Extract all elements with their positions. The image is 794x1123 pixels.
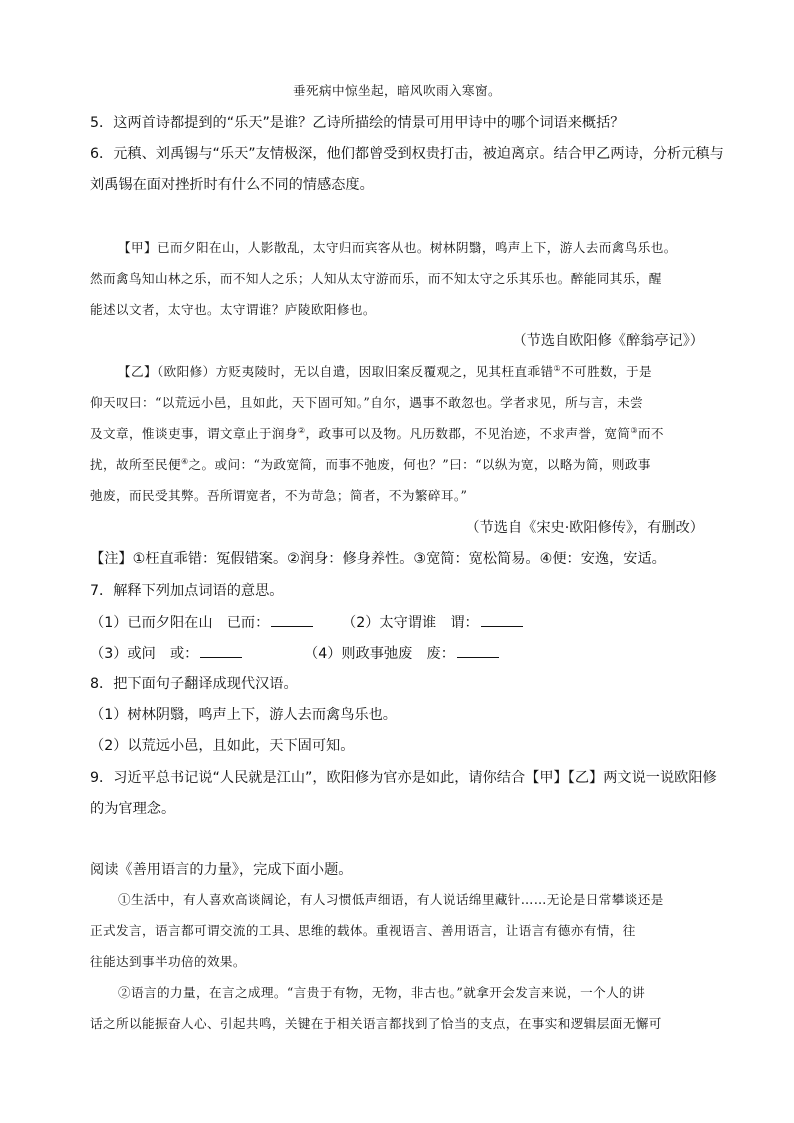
note-marker-1: ① xyxy=(553,364,562,373)
question-7-item-3 xyxy=(90,645,242,663)
passage-yi-line-4 xyxy=(90,457,651,472)
question-9-line-2: 的为官理念。 xyxy=(90,801,176,817)
annotation-note: 【注】①枉直乖错：冤假错案。②润身：修身养性。③宽简：宽松简易。④便：安逸，安适。 xyxy=(90,551,666,567)
passage-jia-source: （节选自欧阳修《醉翁亭记》） xyxy=(512,333,704,349)
question-5: 5．这两首诗都提到的“乐天”是谁？乙诗所描绘的情景可用甲诗中的哪个词语来概括？ xyxy=(90,115,625,131)
passage-yi-line-1a: 【乙】（欧阳修）方贬夷陵时，无以自遣，因取旧案反覆观之，见其枉直乖错 xyxy=(118,364,554,380)
passage-yi-line-3c: 而不 xyxy=(637,426,664,442)
note-marker-3: ③ xyxy=(630,426,638,435)
note-marker-2: ② xyxy=(297,426,306,435)
passage-yi-line-1 xyxy=(118,364,652,379)
passage-jia-line-1: 【甲】已而夕阳在山，人影散乱，太守归而宾客从也。树林阴翳，鸣声上下，游人去而禽鸟乐也。 xyxy=(118,240,677,255)
question-7-item-1 xyxy=(90,614,313,632)
poem-line: 垂死病中惊坐起，暗风吹雨入寒窗。 xyxy=(293,83,501,98)
passage-yi-line-5: 弛废，而民受其弊。吾所谓宽者，不为苛急；简者，不为繁碎耳。” xyxy=(90,488,468,503)
passage-jia-line-2: 然而禽鸟知山林之乐，而不知人之乐；人知从太守游而乐，而不知太守之乐其乐也。醉能同其乐，醒 xyxy=(90,271,662,286)
note-marker-4: ④ xyxy=(180,457,189,466)
question-8-stem: 8．把下面句子翻译成现代汉语。 xyxy=(90,676,298,692)
question-7-item-2-text: （2）太守谓谁 谓： xyxy=(342,615,479,631)
question-8-item-2: （2）以荒远小邑，且如此，天下固可知。 xyxy=(90,738,355,754)
reading-p1-line-2: 正式发言，语言都可谓交流的工具、思维的载体。重视语言、善用语言，让语言有德亦有情，往 xyxy=(90,923,636,938)
passage-yi-line-3 xyxy=(90,426,664,441)
question-7-item-2 xyxy=(342,614,523,632)
answer-blank-1[interactable] xyxy=(271,614,313,627)
question-7-item-3-text: （3）或问 或： xyxy=(90,646,199,662)
question-9-line-1: 9．习近平总书记说“人民就是江山”，欧阳修为官亦是如此，请你结合【甲】【乙】两文说一说欧阳修 xyxy=(90,770,717,786)
answer-blank-4[interactable] xyxy=(457,645,499,658)
question-7-item-4-text: （4）则政事弛废 废： xyxy=(304,646,455,662)
answer-blank-2[interactable] xyxy=(481,614,523,627)
passage-jia-line-3: 能述以文者，太守也。太守谓谁？庐陵欧阳修也。 xyxy=(90,302,376,317)
passage-yi-line-3b: ，政事可以及物。凡历数郡，不见治迹，不求声誉，宽简 xyxy=(305,426,631,442)
reading-p1-line-1: ①生活中，有人喜欢高谈阔论，有人习惯低声细语，有人说话绵里藏针……无论是日常攀谈还是 xyxy=(118,892,664,907)
question-6-line-1: 6．元稹、刘禹锡与“乐天”友情极深，他们都曾受到权贵打击，被迫离京。结合甲乙两诗，分析元稹与 xyxy=(90,146,724,162)
reading-p1-line-3: 往能达到事半功倍的效果。 xyxy=(90,954,246,969)
passage-yi-line-2: 仰天叹曰：“以荒远小邑，且如此，天下固可知。”自尔，遇事不敢忽也。学者求见，所与言，未尝 xyxy=(90,395,644,410)
passage-yi-line-4a: 扰，故所至民便 xyxy=(90,457,181,473)
reading-p2-line-1: ②语言的力量，在言之成理。“言贵于有物，无物，非古也。”就拿开会发言来说，一个人的讲 xyxy=(118,985,646,1000)
question-7-item-4 xyxy=(304,645,499,663)
reading-p2-line-2: 话之所以能振奋人心、引起共鸣，关键在于相关语言都找到了恰当的支点，在事实和逻辑层面无懈可 xyxy=(90,1016,662,1031)
answer-blank-3[interactable] xyxy=(200,645,242,658)
passage-yi-line-3a: 及文章，惟谈吏事，谓文章止于润身 xyxy=(90,426,298,442)
question-6-line-2: 刘禹锡在面对挫折时有什么不同的情感态度。 xyxy=(90,177,374,193)
question-8-item-1: （1）树林阴翳，鸣声上下，游人去而禽鸟乐也。 xyxy=(90,707,397,723)
passage-yi-line-1b: 不可胜数，于是 xyxy=(561,364,653,380)
passage-yi-line-4b: 之。或问：“为政宽简，而事不弛废，何也？”曰：“以纵为宽，以略为简，则政事 xyxy=(188,457,651,473)
question-7-stem: 7．解释下列加点词语的意思。 xyxy=(90,583,284,599)
question-7-item-1-text: （1）已而夕阳在山 已而： xyxy=(90,615,270,631)
passage-yi-source: （节选自《宋史·欧阳修传》，有删改） xyxy=(465,520,704,536)
reading-intro: 阅读《善用语言的力量》，完成下面小题。 xyxy=(90,862,353,878)
